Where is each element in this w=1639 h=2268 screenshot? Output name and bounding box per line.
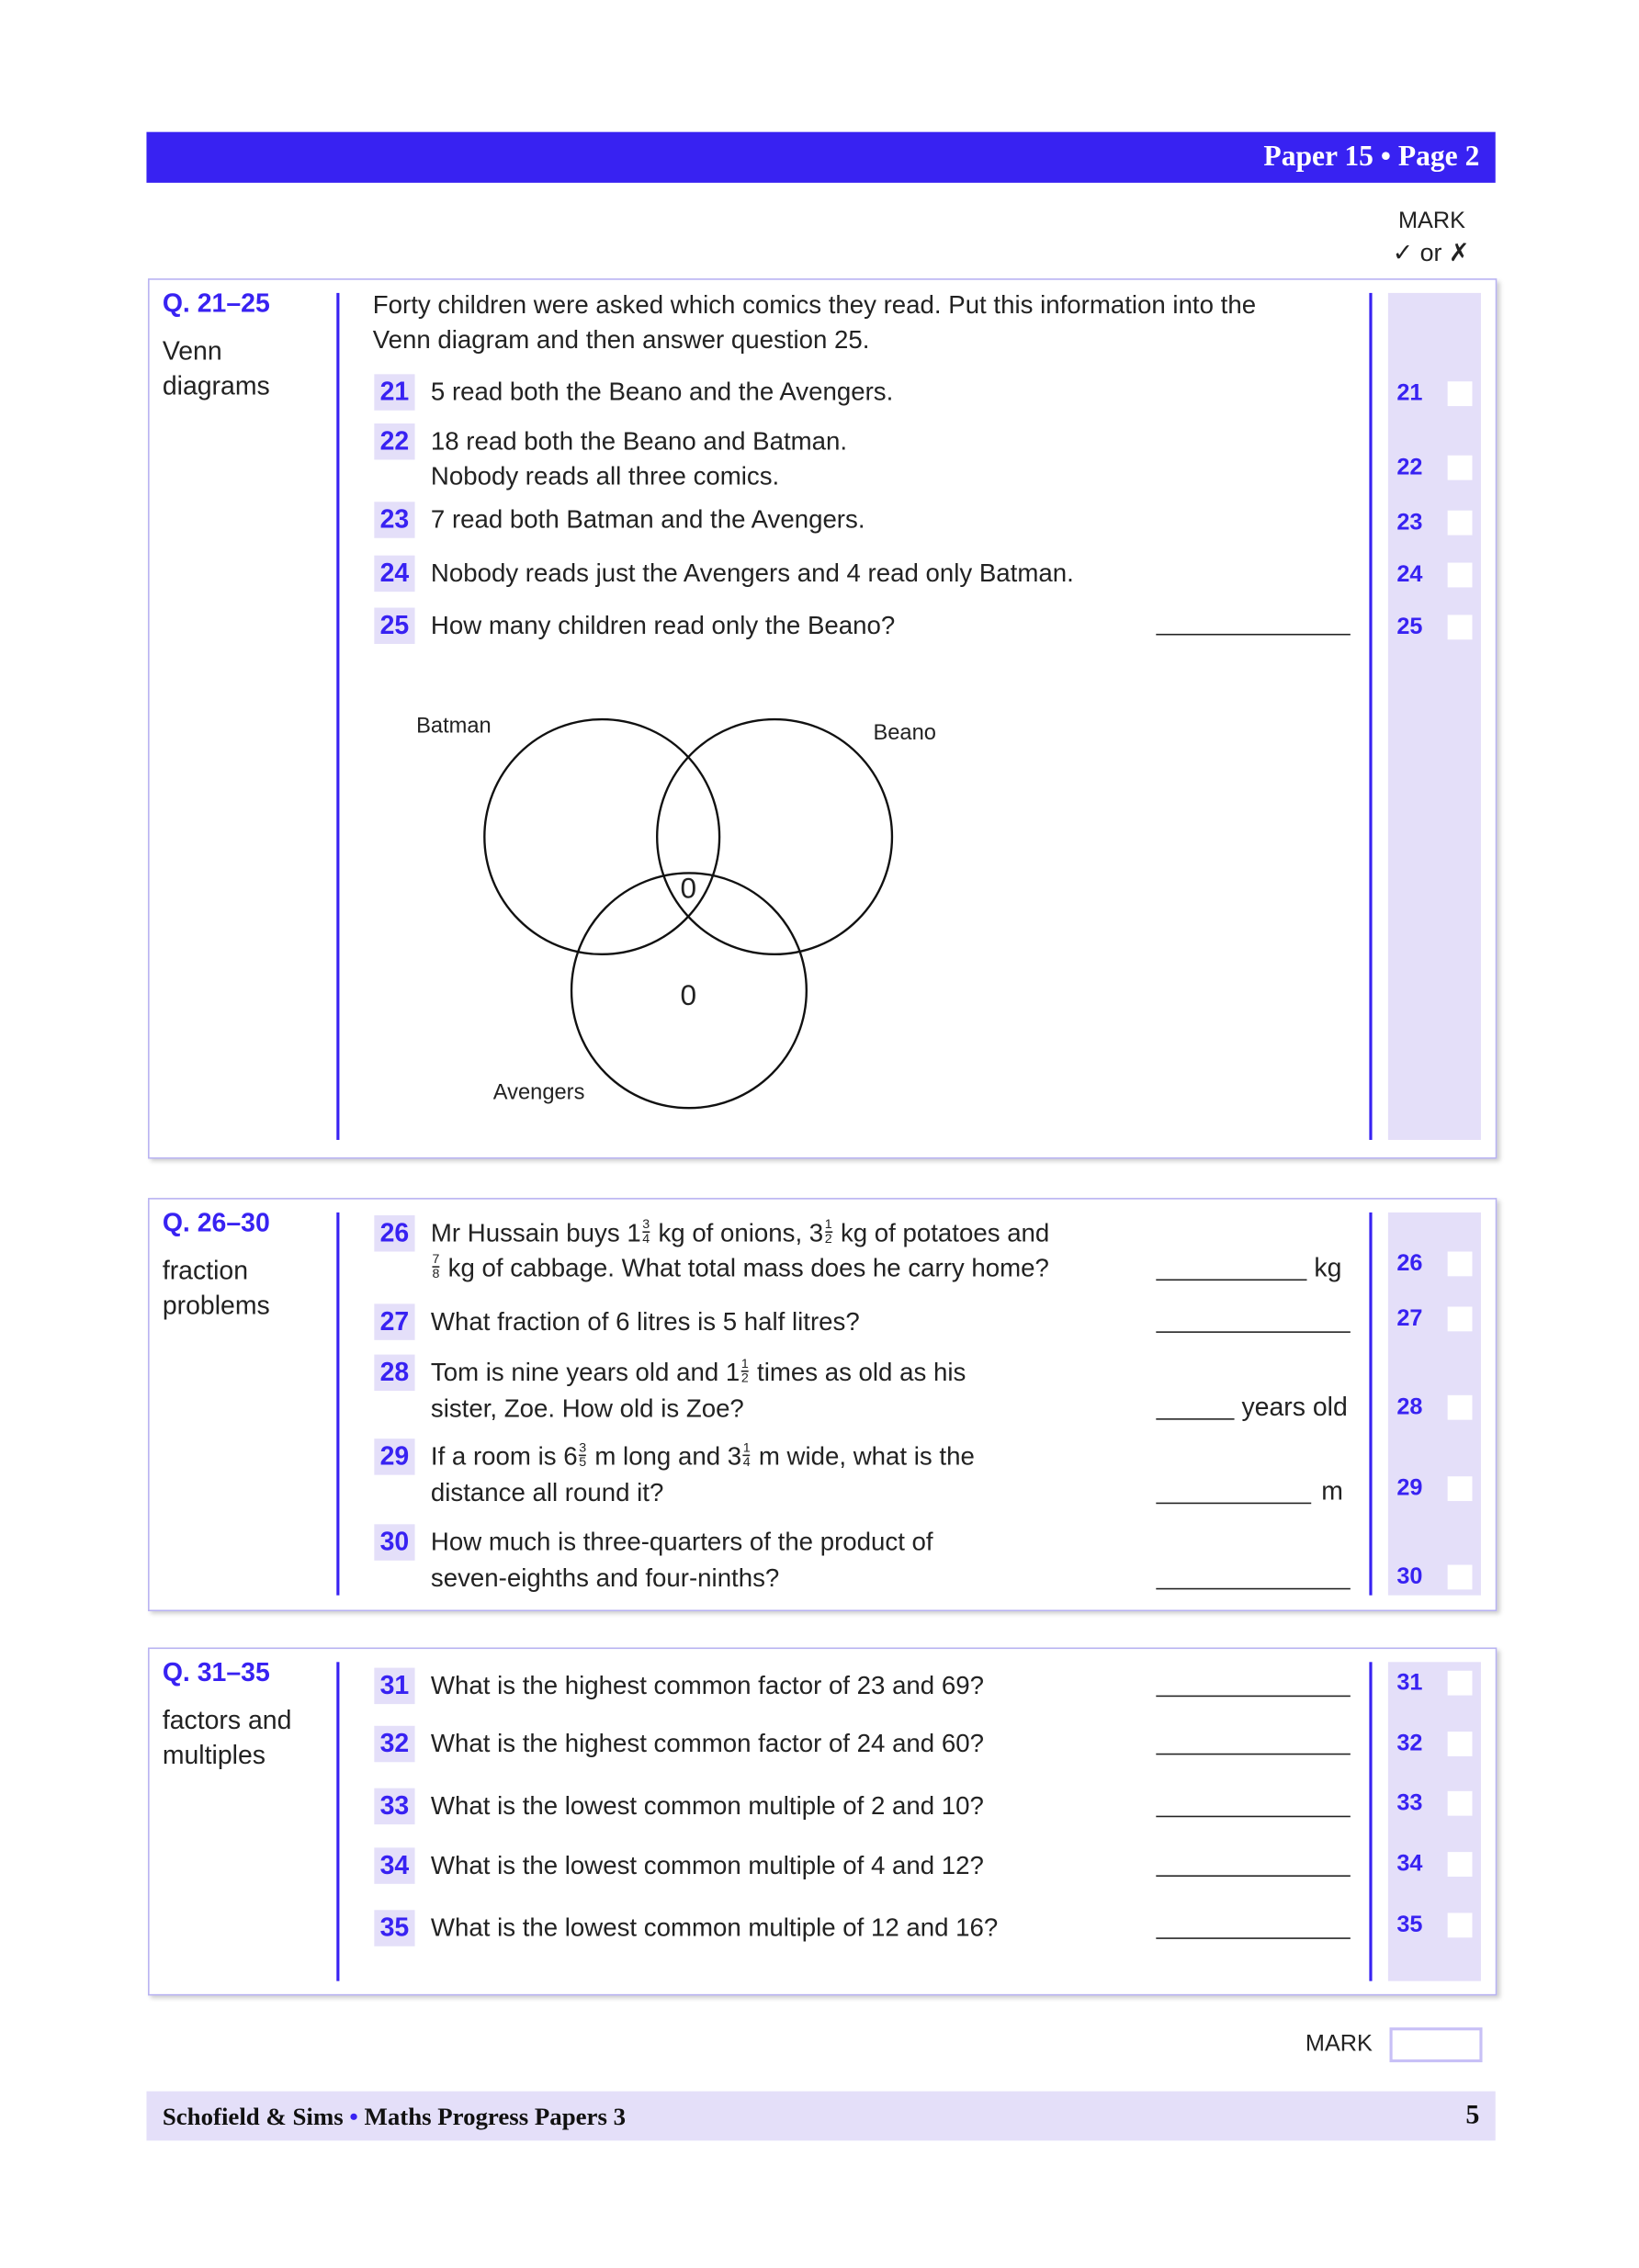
fraction: $\frac{7}{8}$	[432, 1251, 440, 1281]
fraction: $\frac{1}{2}$	[740, 1355, 749, 1385]
question-text-segment: Nobody reads all three comics.	[430, 461, 780, 491]
page-footer	[146, 2092, 1495, 2141]
question-text-segment: What is the lowest common multiple of 2 and 10?	[430, 1790, 984, 1821]
mark-number: 29	[1396, 1476, 1423, 1502]
question-text-segment: m wide, what is the	[752, 1441, 975, 1471]
mark-number: 31	[1396, 1670, 1423, 1696]
fraction: $\frac{1}{4}$	[742, 1439, 751, 1470]
question-number-badge: 30	[374, 1524, 414, 1560]
fraction: $\frac{3}{5}$	[579, 1439, 587, 1470]
total-mark-box[interactable]	[1389, 2027, 1482, 2062]
question-number-badge: 35	[374, 1910, 414, 1946]
question-text-segment: seven-eighths and four-ninths?	[430, 1563, 780, 1593]
question-text-segment: Tom is nine years old and 1	[430, 1357, 740, 1387]
question-text-segment: m long and 3	[587, 1441, 742, 1471]
mark-number: 34	[1396, 1852, 1423, 1877]
question-text-segment: What is the lowest common multiple of 12 and 16?	[430, 1913, 999, 1943]
section-topic: Venn diagrams	[162, 336, 270, 401]
section-question-range: Q. 26–30	[162, 1208, 270, 1237]
question-number-badge: 22	[374, 423, 414, 459]
question-number-badge: 21	[374, 374, 414, 410]
venn-circle-batman	[484, 719, 719, 954]
venn-value-center[interactable]: 0	[680, 873, 697, 906]
question-text-segment: What is the lowest common multiple of 4 and 12?	[430, 1850, 984, 1880]
intro-text: Forty children were asked which comics they read. Put this information into the	[372, 289, 1257, 320]
total-mark-label: MARK	[1305, 2031, 1373, 2057]
question-number-badge: 27	[374, 1303, 414, 1339]
mark-column-heading: MARK	[1397, 209, 1465, 234]
mark-number: 33	[1396, 1790, 1423, 1816]
question-text-segment: What is the highest common factor of 23 and 69?	[430, 1670, 984, 1700]
footer-separator: •	[349, 2103, 358, 2131]
question-number-badge: 23	[374, 502, 414, 537]
question-text-segment: 5 read both the Beano and the Avengers.	[430, 377, 894, 407]
question-number-badge: 33	[374, 1788, 414, 1824]
venn-label-batman: Batman	[416, 713, 492, 739]
section-question-range: Q. 21–25	[162, 288, 270, 318]
mark-number: 30	[1396, 1564, 1423, 1590]
footer-book-title: Maths Progress Papers 3	[364, 2103, 627, 2131]
question-text-segment: sister, Zoe. How old is Zoe?	[430, 1394, 744, 1423]
section-question-range: Q. 31–35	[162, 1657, 270, 1687]
question-number-badge: 29	[374, 1439, 414, 1474]
question-number-badge: 28	[374, 1355, 414, 1391]
page-number: 5	[1465, 2100, 1480, 2131]
question-text-segment: How much is three-quarters of the product of	[430, 1527, 933, 1557]
question-number-badge: 31	[374, 1668, 414, 1704]
question-number-badge: 25	[374, 608, 414, 644]
question-text-segment: Mr Hussain buys 1	[430, 1218, 641, 1247]
answer-unit: m	[1321, 1476, 1343, 1506]
question-text-segment: What is the highest common factor of 24 and 60?	[430, 1728, 984, 1758]
venn-circle-beano	[657, 719, 892, 954]
section-topic: fraction problems	[162, 1256, 270, 1320]
question-text-segment: What fraction of 6 litres is 5 half litres?	[430, 1306, 860, 1337]
question-text-segment: kg of cabbage. What total mass does he carry home?	[440, 1253, 1049, 1282]
page-header-title: Paper 15 • Page 2	[1263, 141, 1480, 173]
question-text-segment: 7 read both Batman and the Avengers.	[430, 504, 865, 534]
footer-publisher: Schofield & Sims	[162, 2103, 344, 2131]
venn-value-avengers-only[interactable]: 0	[680, 980, 697, 1013]
fraction: $\frac{1}{2}$	[824, 1216, 832, 1246]
venn-label-avengers: Avengers	[492, 1080, 585, 1106]
fraction: $\frac{3}{4}$	[642, 1216, 650, 1246]
question-number-badge: 34	[374, 1847, 414, 1883]
mark-number: 24	[1396, 562, 1423, 588]
tick-or-cross-legend: ✓ or ✗	[1392, 239, 1470, 267]
mark-number: 25	[1396, 615, 1423, 640]
question-text-segment: distance all round it?	[430, 1477, 664, 1507]
mark-number: 32	[1396, 1732, 1423, 1756]
question-text-segment: kg of onions, 3	[650, 1218, 824, 1247]
mark-number: 35	[1396, 1913, 1423, 1938]
mark-number: 26	[1396, 1251, 1423, 1277]
answer-unit: years old	[1241, 1392, 1348, 1422]
question-text-segment: kg of potatoes and	[833, 1218, 1050, 1247]
question-text-segment: times as old as his	[750, 1357, 966, 1387]
question-number-badge: 32	[374, 1726, 414, 1762]
answer-unit: kg	[1314, 1253, 1342, 1282]
mark-number: 21	[1396, 381, 1423, 407]
section-topic: factors and multiples	[162, 1705, 292, 1770]
question-text-segment: Nobody reads just the Avengers and 4 read only Batman.	[430, 558, 1074, 588]
question-text-segment: 18 read both the Beano and Batman.	[430, 426, 848, 456]
mark-number: 22	[1396, 455, 1423, 480]
venn-label-beano: Beano	[873, 720, 936, 746]
mark-number: 23	[1396, 510, 1423, 536]
mark-number: 28	[1396, 1394, 1423, 1420]
question-number-badge: 26	[374, 1215, 414, 1251]
intro-text: Venn diagram and then answer question 25.	[372, 324, 870, 355]
question-text-segment: If a room is 6	[430, 1441, 578, 1471]
question-number-badge: 24	[374, 556, 414, 592]
mark-number: 27	[1396, 1306, 1423, 1332]
question-text-segment: How many children read only the Beano?	[430, 610, 896, 640]
